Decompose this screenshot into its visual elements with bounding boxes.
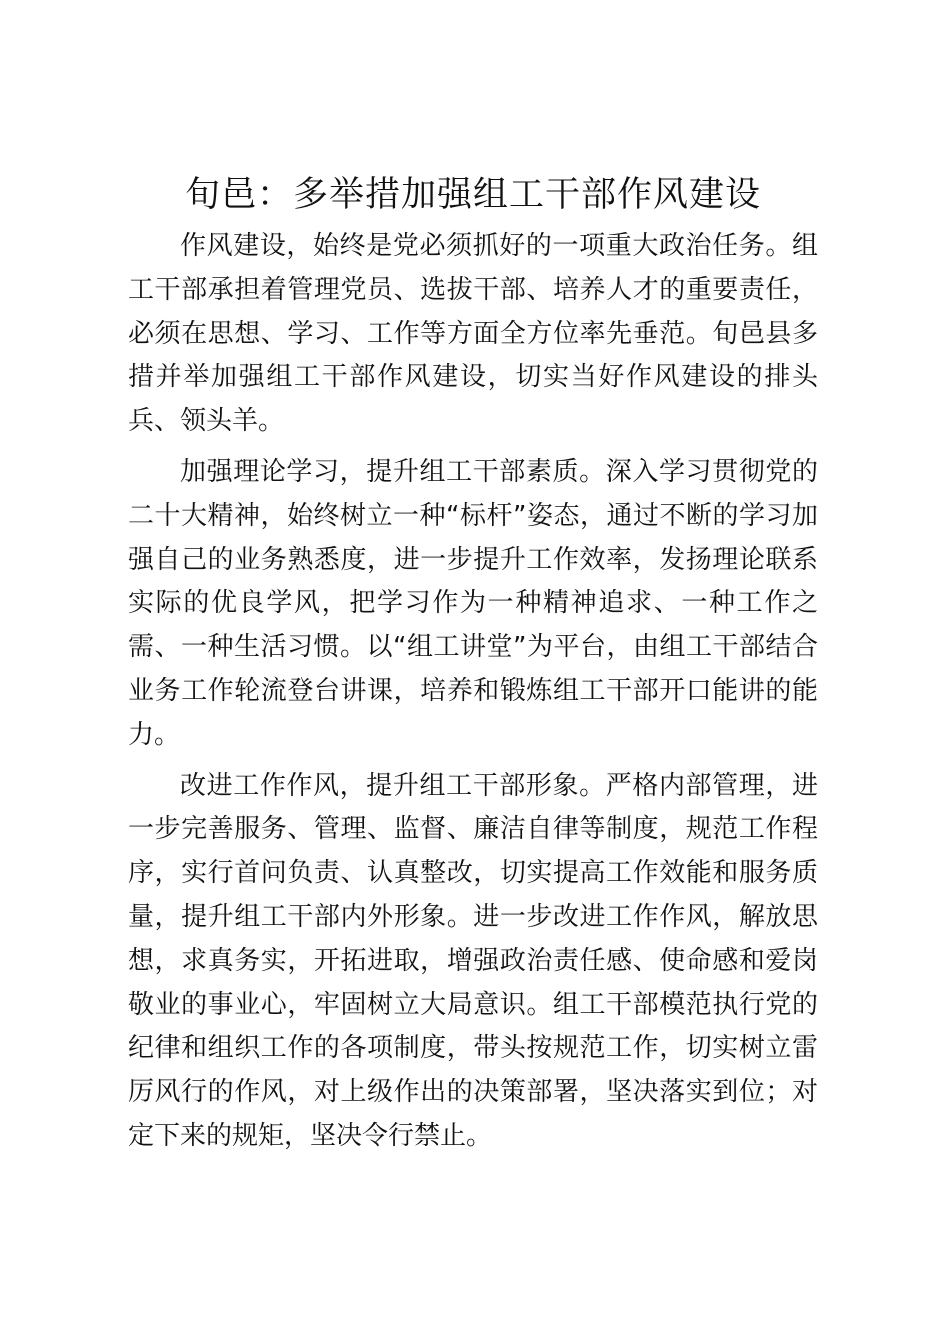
document-body	[128, 225, 818, 1166]
paragraph-intro: 作风建设，始终是党必须抓好的一项重大政治任务。组工干部承担着管理党员、选拔干部、培养人才的重要责任，必须在思想、学习、工作等方面全方位率先垂范。旬邑县多措并举加强组工干部作风建设，切实当好作风建设的排头兵、领头羊。	[128, 231, 818, 437]
paragraph-work-style: 改进工作作风，提升组工干部形象。严格内部管理，进一步完善服务、管理、监督、廉洁自律等制度，规范工作程序，实行首问负责、认真整改，切实提高工作效能和服务质量，提升组工干部内外形象。进一步改进工作作风，解放思想，求真务实，开拓进取，增强政治责任感、使命感和爱岗敬业的事业心，牢固树立大局意识。组工干部模范执行党的纪律和组织工作的各项制度，带头按规范工作，切实树立雷厉风行的作风，对上级作出的决策部署，坚决落实到位；对定下来的规矩，坚决令行禁止。	[128, 770, 818, 1151]
document-title: 旬邑：多举措加强组工干部作风建设	[184, 175, 761, 215]
paragraph-theory-study: 加强理论学习，提升组工干部素质。深入学习贯彻党的二十大精神，始终树立一种“标杆”姿态，通过不断的学习加强自己的业务熟悉度，进一步提升工作效率，发扬理论联系实际的优良学风，把学习作为一种精神追求、一种工作之需、一种生活习惯。以“组工讲堂”为平台，由组工干部结合业务工作轮流登台讲课，培养和锻炼组工干部开口能讲的能力。	[128, 456, 818, 750]
